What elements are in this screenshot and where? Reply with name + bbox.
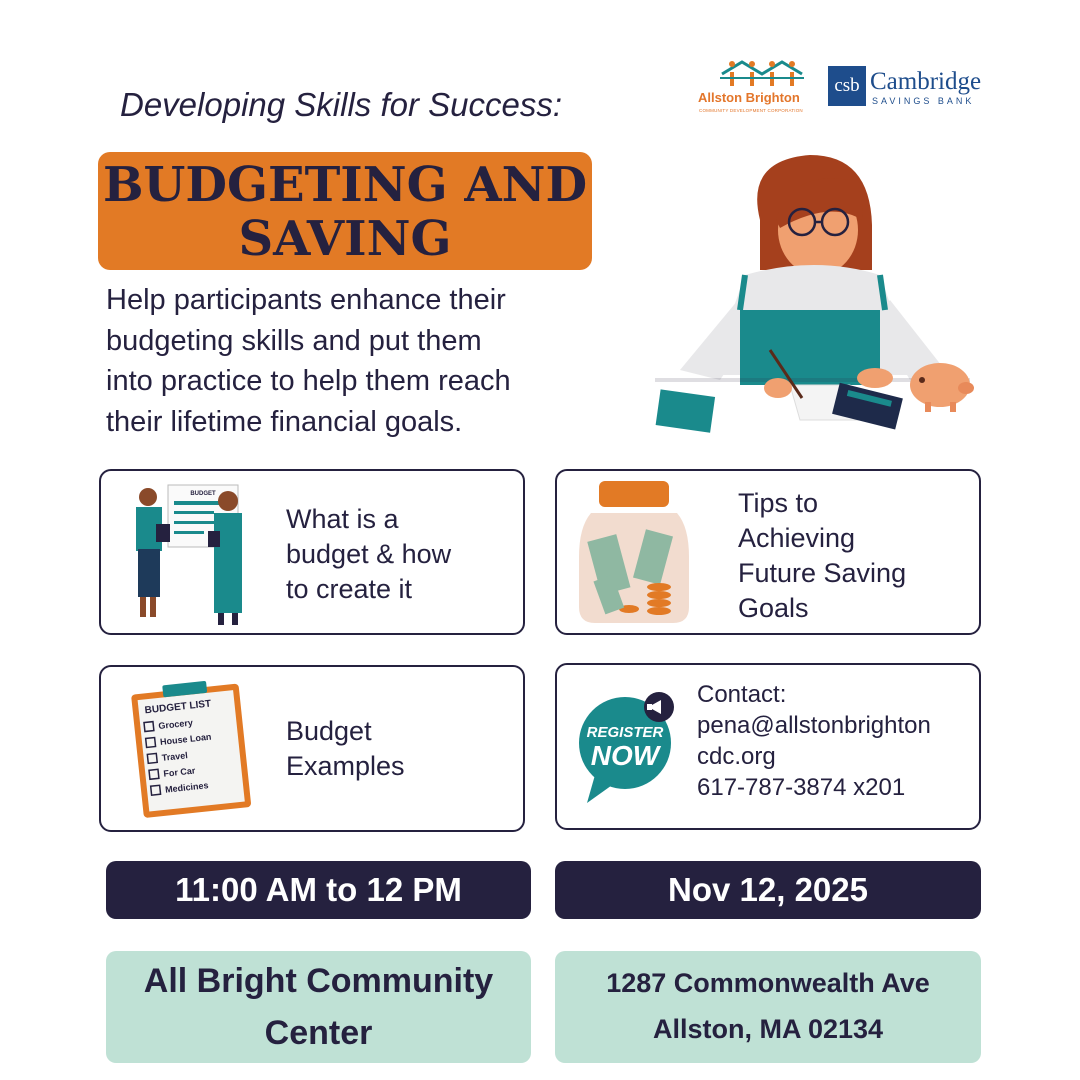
budget-list-item: Grocery <box>157 717 194 732</box>
event-venue: All Bright Community Center <box>106 951 531 1063</box>
register-now-badge[interactable] <box>573 687 683 807</box>
event-subtitle: Developing Skills for Success: <box>120 86 563 123</box>
event-description: Help participants enhance their budgeting skills and put them into practice to help them reach their lifetime financial goals. <box>106 284 511 438</box>
saving-tips-card <box>555 469 981 635</box>
woman-budgeting-illustration <box>650 150 980 440</box>
saving-tips-label: Tips to Achieving Future Saving Goals <box>738 488 907 623</box>
allston-brighton-logo <box>694 58 819 120</box>
abcdc-name: Allston Brighton <box>698 90 800 105</box>
budget-list-item: House Loan <box>159 731 212 747</box>
register-label: REGISTER <box>586 724 664 741</box>
budget-examples-card <box>99 665 525 832</box>
budget-basics-card <box>99 469 525 635</box>
contact-card <box>555 663 981 830</box>
event-date: Nov 12, 2025 <box>555 861 981 919</box>
budget-list-clipboard-icon <box>129 679 259 819</box>
csb-subname: SAVINGS BANK <box>872 96 975 106</box>
budget-basics-label: What is a budget & how to create it <box>286 504 452 604</box>
savings-jar-icon <box>569 477 699 627</box>
abcdc-subname: COMMUNITY DEVELOPMENT CORPORATION <box>699 108 803 113</box>
contact-info: Contact: pena@allstonbrighton cdc.org 617-787-3874 x201 <box>697 681 931 801</box>
community-houses-icon <box>718 58 818 88</box>
budget-examples-label: Budget Examples <box>286 716 405 781</box>
event-address: 1287 Commonwealth Ave Allston, MA 02134 <box>555 951 981 1063</box>
now-label: NOW <box>590 740 660 771</box>
budget-list-item: For Car <box>162 765 196 779</box>
event-time: 11:00 AM to 12 PM <box>106 861 531 919</box>
board-label: BUDGET <box>190 491 216 497</box>
budget-list-item: Medicines <box>164 780 209 795</box>
budget-list-item: Travel <box>161 750 189 763</box>
event-title: BUDGETING AND SAVING <box>102 157 588 267</box>
budget-list-header: BUDGET LIST <box>144 698 212 717</box>
cambridge-savings-logo <box>828 66 988 110</box>
csb-mark: csb <box>828 66 866 106</box>
title-banner <box>98 152 592 270</box>
budget-board-people-icon <box>126 479 276 629</box>
csb-name: Cambridge <box>870 68 982 95</box>
